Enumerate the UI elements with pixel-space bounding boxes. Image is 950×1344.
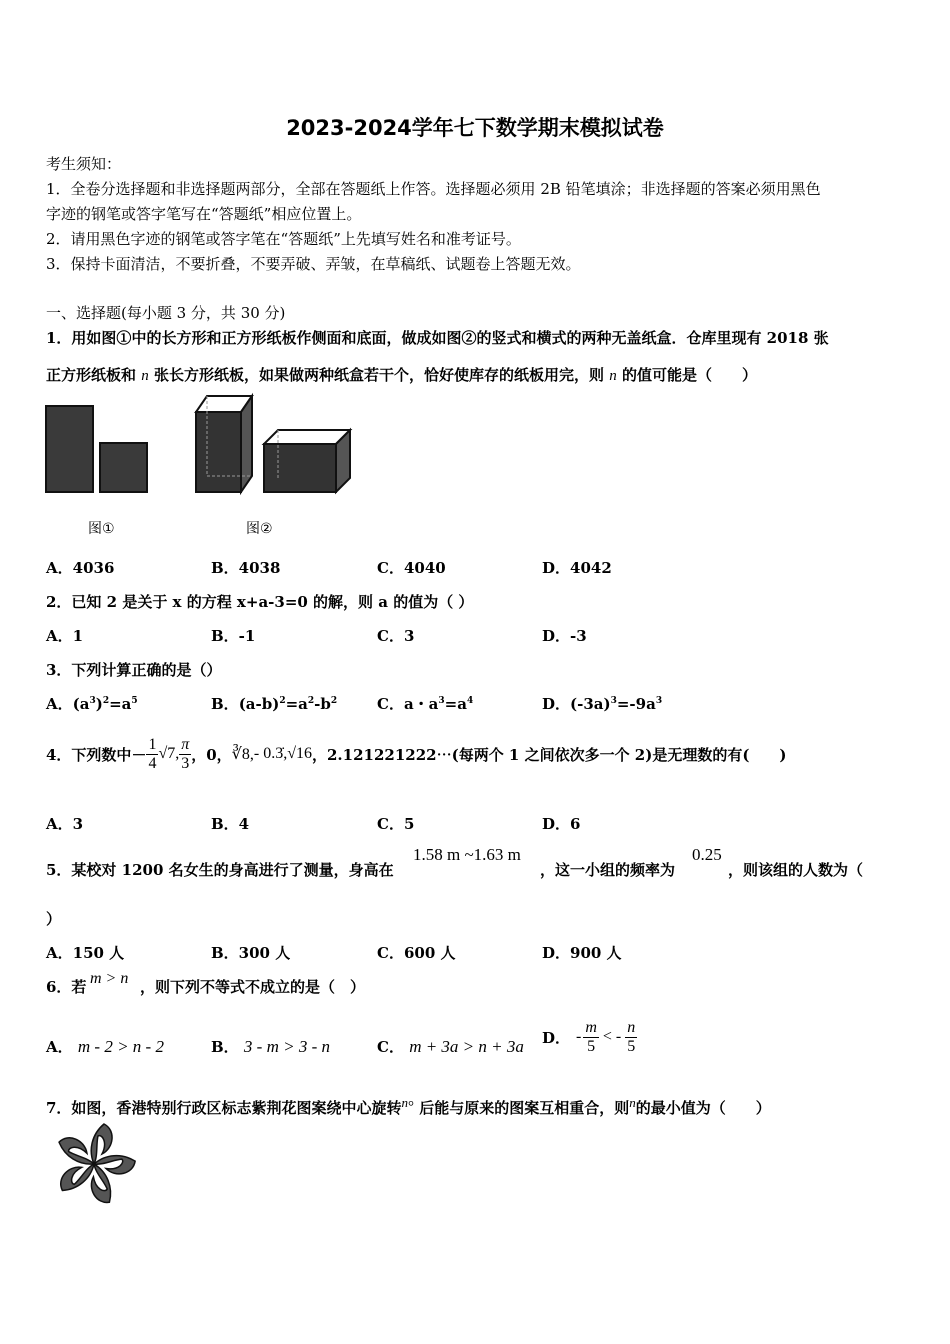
- q6-option-a: A． m - 2 > n - 2: [46, 1037, 164, 1056]
- q4-option-a: A．3: [46, 815, 84, 833]
- bauhinia-petals: [55, 1124, 138, 1207]
- q1-option-d: D．4042: [542, 559, 612, 577]
- q2-stem: 2．已知 2 是关于 x 的方程 x+a-3=0 的解，则 a 的值为（ ）: [46, 593, 474, 611]
- q3-option-b: B．$(a-b)^2=a^2-b^2$: [211, 695, 338, 713]
- q3-stem: 3．下列计算正确的是（）: [46, 661, 222, 679]
- page-title: 2023-2024学年七下数学期末模拟试卷: [286, 116, 664, 140]
- notice-item-2: 2．请用黑色字迹的钢笔或答字笔在“答题纸”上先填写姓名和准考证号。: [46, 230, 521, 248]
- q1-option-b: B．4038: [211, 559, 281, 577]
- q6-stem-a: 6．若: [46, 978, 87, 996]
- q4-frac-pi: $\frac{\pi}{3}$: [181, 735, 190, 772]
- q5-stem-c: ，则该组的人数为（: [728, 861, 864, 879]
- q1-vertical-box: [196, 396, 252, 492]
- q5-range: 1.58 m ~1.63 m: [413, 845, 521, 864]
- notice-item-3: 3．保持卡面清洁，不要折叠，不要弄破、弄皱，在草稿纸、试题卷上答题无效。: [46, 255, 581, 273]
- q1-stem-line1: 1．用如图①中的长方形和正方形纸板作侧面和底面，做成如图②的竖式和横式的两种无盖纸盒．仓库里现有 2018 张: [46, 329, 829, 347]
- q4-option-b: B．4: [211, 815, 250, 833]
- q4-stem: 4．下列数中－ $\frac{1}{4}$ √7, $\frac{\pi}{3}$ ，0， ∛8, - 0.3̇, √16 ，2.121221222⋯(每两个 1 之间依次多一个 2)是无理数的有( ): [46, 735, 787, 772]
- q1-figures: [40, 392, 360, 507]
- q5-frequency: 0.25: [692, 845, 722, 864]
- q6-option-c: C． m + 3a > n + 3a: [377, 1037, 524, 1056]
- q1-fig2-label: 图②: [246, 521, 273, 537]
- q3-option-d: D．$(-3a)^3=-9a^3$: [542, 695, 663, 713]
- q4-option-d: D．6: [542, 815, 581, 833]
- q6-condition: m > n: [90, 970, 129, 987]
- q5-option-d: D．900 人: [542, 944, 622, 962]
- notice-item-1a: 1．全卷分选择题和非选择题两部分，全部在答题纸上作答。选择题必须用 2B 铅笔填涂；非选择题的答案必须用黑色: [46, 180, 821, 198]
- q1-option-a: A．4036: [46, 559, 115, 577]
- q1-horizontal-box: [264, 430, 350, 492]
- q4-option-c: C．5: [377, 815, 415, 833]
- q2-option-c: C．3: [377, 627, 415, 645]
- q7-stem: 7．如图，香港特别行政区标志紫荆花图案绕中心旋转n° 后能与原来的图案互相重合，则n的最小值为（ ）: [46, 1095, 771, 1117]
- q6-stem-b: ，则下列不等式不成立的是（ ）: [140, 978, 366, 996]
- q5-option-c: C．600 人: [377, 944, 456, 962]
- q3-option-c: C．a・$a^3=a^4$: [377, 695, 474, 713]
- q1-rect-board: [46, 406, 93, 492]
- q1-option-c: C．4040: [377, 559, 446, 577]
- q6-option-d: D． - $\frac{m}{5}$ < - $\frac{n}{5}$: [542, 1018, 636, 1055]
- bauhinia-figure: [48, 1118, 140, 1210]
- notice-heading: 考生须知：: [46, 155, 122, 173]
- q3-option-a: A．$(a^3)^2=a^5$: [46, 695, 138, 713]
- q1-stem-line2: 正方形纸板和 n 张长方形纸板，如果做两种纸盒若干个，恰好使库存的纸板用完，则 n 的值可能是（ ）: [46, 366, 757, 384]
- q2-option-a: A．1: [46, 627, 84, 645]
- q5-stem-a: 5．某校对 1200 名女生的身高进行了测量，身高在: [46, 861, 394, 879]
- q1-square-board: [100, 443, 147, 492]
- q5-option-b: B．300 人: [211, 944, 291, 962]
- q4-frac-quarter: $\frac{1}{4}$: [148, 735, 157, 772]
- q2-option-d: D．-3: [542, 627, 587, 645]
- section-heading: 一、选择题(每小题 3 分，共 30 分): [46, 304, 286, 322]
- q1-fig1-label: 图①: [88, 521, 115, 537]
- q5-stem-b: ，这一小组的频率为: [540, 861, 676, 879]
- q5-option-a: A．150 人: [46, 944, 125, 962]
- q2-option-b: B．-1: [211, 627, 256, 645]
- q6-option-b: B． 3 - m > 3 - n: [211, 1037, 330, 1056]
- notice-item-1b: 字迹的钢笔或答字笔写在“答题纸”相应位置上。: [46, 205, 362, 223]
- q5-close: ）: [46, 910, 62, 928]
